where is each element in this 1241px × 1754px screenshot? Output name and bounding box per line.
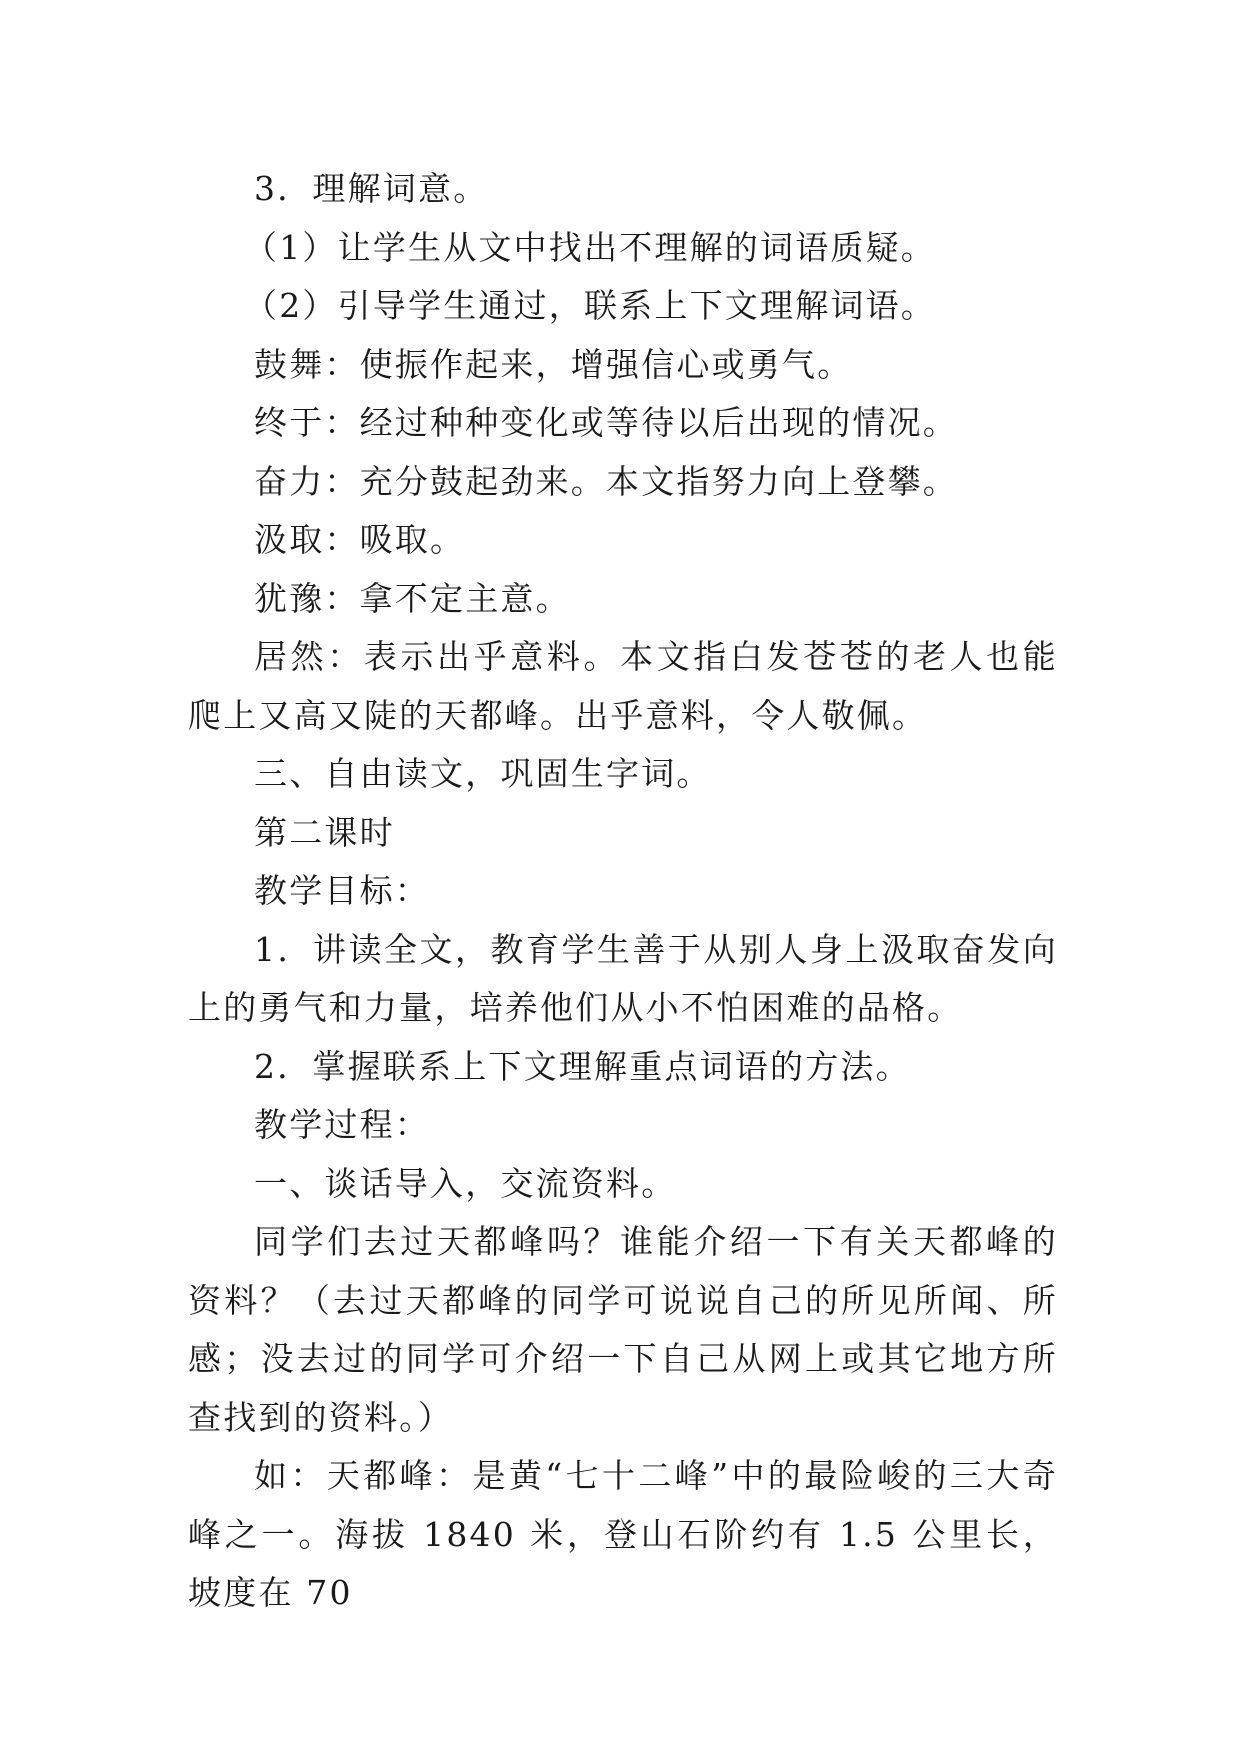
paragraph-teaching-goals: 教学目标： <box>254 871 430 910</box>
paragraph-understand-words: 3．理解词意。 <box>254 169 489 208</box>
paragraph-discussion: 同学们去过天都峰吗？谁能介绍一下有关天都峰的资料？（去过天都峰的同学可说说自己的所见所闻、所感；没去过的同学可介绍一下自己从网上或其它地方所查找到的资料。） <box>188 1222 1058 1437</box>
paragraph-second-lesson: 第二课时 <box>254 812 395 852</box>
paragraph-step-1: （1）让学生从文中找出不理解的词语质疑。 <box>244 227 936 267</box>
paragraph-example-tiandu: 如：天都峰：是黄“七十二峰”中的最险峻的三大奇峰之一。海拔 1840 米，登山石阶约有 1.5 公里长，坡度在 70 <box>188 1456 1058 1612</box>
paragraph-definition-fenli: 奋力：充分鼓起劲来。本文指努力向上登攀。 <box>254 461 958 501</box>
paragraph-section-three: 三、自由读文，巩固生字词。 <box>254 754 712 793</box>
document-body <box>188 160 1058 1623</box>
paragraph-definition-jiqu: 汲取：吸取。 <box>254 520 466 559</box>
paragraph-goal-1: 1．讲读全文，教育学生善于从别人身上汲取奋发向上的勇气和力量，培养他们从小不怕困难的品格。 <box>188 929 1058 1027</box>
paragraph-goal-2: 2．掌握联系上下文理解重点词语的方法。 <box>254 1046 911 1086</box>
paragraph-teaching-process: 教学过程： <box>254 1105 430 1144</box>
paragraph-definition-youyu: 犹豫：拿不定主意。 <box>254 578 571 618</box>
paragraph-step-2: （2）引导学生通过，联系上下文理解词语。 <box>244 286 936 325</box>
paragraph-definition-guwu: 鼓舞：使振作起来，增强信心或勇气。 <box>254 344 853 384</box>
paragraph-definition-juran: 居然：表示出乎意料。本文指白发苍苍的老人也能爬上又高又陡的天都峰。出乎意料，令人敬佩。 <box>188 637 1058 735</box>
paragraph-process-step-1: 一、谈话导入，交流资料。 <box>254 1163 677 1203</box>
paragraph-definition-zhongyu: 终于：经过种种变化或等待以后出现的情况。 <box>254 403 958 442</box>
